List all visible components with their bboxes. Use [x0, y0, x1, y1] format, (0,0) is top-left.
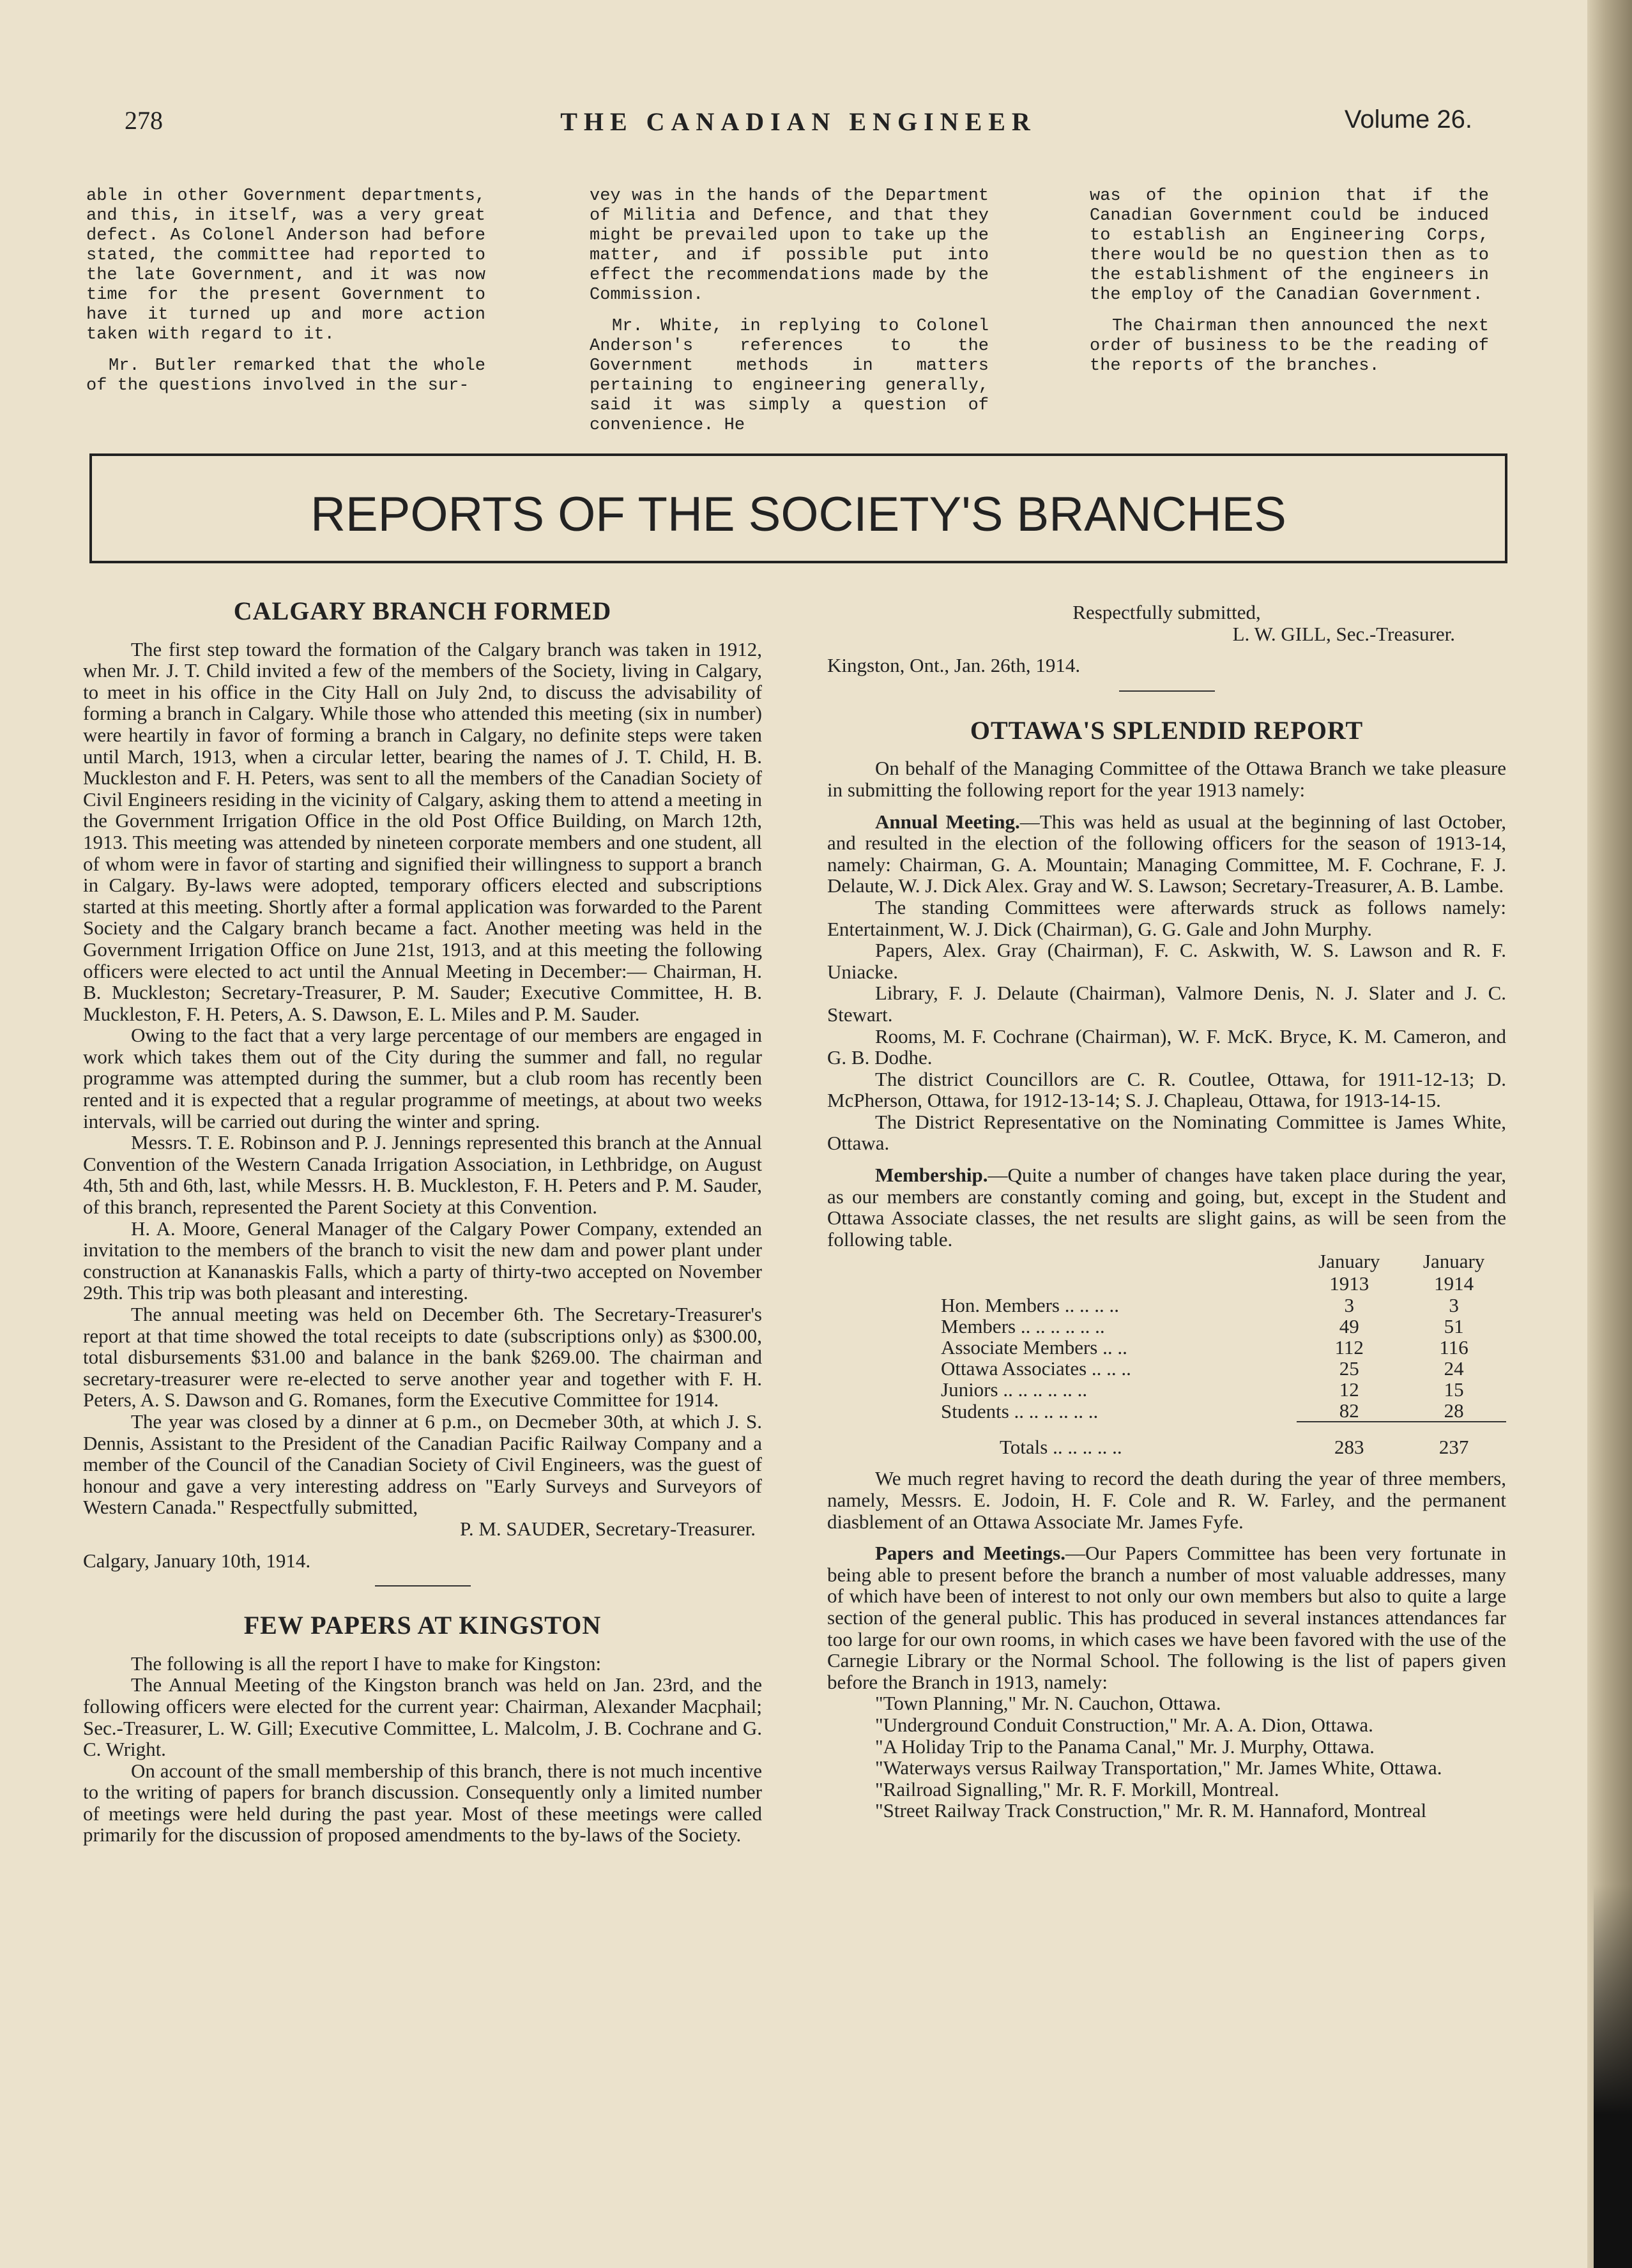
paragraph: was of the opinion that if the Canadian Government could be induced to establish an Engineering Corps, there would be no question then as to the establishment of the engineers in the employ of the Canadian Government.	[1090, 186, 1489, 305]
table-header-row	[936, 1272, 1506, 1295]
cell-1914: 24	[1444, 1357, 1464, 1380]
column-month: January	[1422, 1250, 1485, 1273]
table-row	[936, 1295, 1506, 1316]
paper-item: "Waterways versus Railway Transportation," Mr. James White, Ottawa.	[875, 1756, 1442, 1779]
paragraph: The Annual Meeting of the Kingston branch was held on Jan. 23rd, and the following officers were elected for the current year: Chairman, Alexander Macphail; Sec.-Treasurer, L. W. Gill; Executive Committee, L. Malcolm, J. B. Cochrane and G. C. Wright.	[83, 1673, 762, 1761]
row-label: Ottawa Associates .. .. ..	[941, 1357, 1131, 1380]
section-banner	[89, 453, 1507, 563]
paragraph: Mr. White, in replying to Colonel Anderson's references to the Government methods in matters pertaining to engineering generally, said it was simply a question of convenience. He	[590, 317, 989, 435]
column-year-1914: 1914	[1434, 1272, 1474, 1295]
top-column-1	[86, 186, 485, 396]
ottawa-heading: OTTAWA'S SPLENDID REPORT	[970, 715, 1364, 745]
total-1913: 283	[1334, 1436, 1364, 1459]
table-row	[936, 1400, 1506, 1422]
annual-meeting-paragraph	[827, 811, 1506, 897]
paragraph: Mr. Butler remarked that the whole of the questions involved in the sur-	[86, 356, 485, 395]
row-label: Hon. Members .. .. .. ..	[941, 1294, 1119, 1317]
total-1914: 237	[1438, 1436, 1469, 1459]
paragraph: The district Councillors are C. R. Coutlee, Ottawa, for 1911-12-13; D. McPherson, Ottawa, for 1912-13-14; S. J. Chapleau, Ottawa, for 1913-14-15.	[827, 1067, 1506, 1112]
cell-1913: 12	[1339, 1378, 1359, 1401]
cell-1913: 3	[1344, 1294, 1354, 1317]
column-year-1913: 1913	[1329, 1272, 1369, 1295]
membership-table	[936, 1250, 1506, 1457]
paragraph: The year was closed by a dinner at 6 p.m., on Decmeber 30th, at which J. S. Dennis, Assistant to the President of the Canadian Pacific Railway Company and a member of the Council of the Canadian Society of Civil Engineers, was the guest of honour and gave a very interesting address on "Early Surveys and Surveyors of Western Canada." Respectfully submitted,	[83, 1410, 762, 1519]
binding-dark-corner	[1594, 1885, 1632, 2268]
papers-text: —Our Papers Committee has been very fortunate in being able to present before the branch a number of most valuable addresses, many of which have been of interest to not only our own members but also to quite a large section of the general public. This has produced in several instances attendances far too large for our own rooms, in which cases we have been favored with the use of the Carnegie Library or the Normal School. The following is the list of papers given before the Branch in 1913, namely:	[827, 1542, 1507, 1693]
totals-label: Totals .. .. .. .. ..	[1000, 1435, 1122, 1458]
section-divider	[375, 1585, 471, 1587]
membership-text: —Quite a number of changes have taken place during the year, as our members are constantly coming and going, but, except in the Student and Ottawa Associate classes, the net results are slight gains, as will be seen from the following table.	[827, 1164, 1506, 1251]
running-header	[125, 105, 1472, 144]
row-label: Juniors .. .. .. .. .. ..	[941, 1378, 1088, 1401]
cell-1913: 49	[1339, 1315, 1359, 1338]
paragraph: On account of the small membership of this branch, there is not much incentive to the writing of papers for branch discussion. Consequently only a limited number of meetings were held during the past year. Most of these meetings were called primarily for the discussion of proposed amendments to the by-laws of the Society.	[83, 1759, 762, 1846]
table-row	[936, 1316, 1506, 1337]
table-header-row	[936, 1250, 1506, 1272]
cell-1914: 116	[1439, 1336, 1468, 1359]
paper-item: "Railroad Signalling," Mr. R. F. Morkill, Montreal.	[875, 1777, 1279, 1800]
paragraph: The annual meeting was held on December 6th. The Secretary-Treasurer's report at that time showed the total receipts to date (subscriptions only) as $300.00, total disbursements $31.00 and balance in the bank $269.00. The chairman and secretary-treasurer were re-elected to serve another year and together with F. H. Peters, A. S. Dawson and G. Romanes, form the Executive Committee for 1914.	[83, 1303, 762, 1412]
table-row	[936, 1358, 1506, 1379]
paragraph: Papers, Alex. Gray (Chairman), F. C. Askwith, W. S. Lawson and R. F. Uniacke.	[827, 939, 1506, 983]
kingston-signature: L. W. GILL, Sec.-Treasurer.	[1232, 622, 1455, 645]
section-divider	[1119, 690, 1215, 692]
row-label: Students .. .. .. .. .. ..	[941, 1399, 1099, 1422]
paragraph: The District Representative on the Nominating Committee is James White, Ottawa.	[827, 1110, 1506, 1155]
paper-item: "Street Railway Track Construction," Mr. R. M. Hannaford, Montreal	[875, 1799, 1427, 1822]
paragraph: H. A. Moore, General Manager of the Calgary Power Company, extended an invitation to the members of the branch to visit the new dam and power plant under construction at Kananaskis Falls, which a party of thirty-two accepted on November 29th. This trip was both pleasant and interesting.	[83, 1217, 762, 1304]
calgary-heading: CALGARY BRANCH FORMED	[233, 597, 612, 625]
table-totals-row	[936, 1422, 1506, 1457]
top-column-2	[590, 186, 989, 436]
paragraph: able in other Government departments, and this, in itself, was a very great defect. As Colonel Anderson had before stated, the committee had reported to the late Government, and it was now time for the present Government to have it turned up and more action taken with regard to it.	[86, 186, 485, 344]
left-column	[83, 597, 762, 1846]
paragraph: Owing to the fact that a very large percentage of our members are engaged in work which takes them out of the City during the summer and fall, no regular programme was attempted during the summer, but a club room has recently been rented and it is expected that a regular programme of meetings, at about two weeks intervals, will be carried out during the winter and spring.	[83, 1024, 762, 1132]
paragraph: The first step toward the formation of the Calgary branch was taken in 1912, when Mr. J. T. Child invited a few of the members of the Society, living in Calgary, to meet in his office in the City Hall on July 2nd, to discuss the advisability of forming a branch in Calgary. While those who attended this meeting (six in number) were heartily in favor of forming a branch in Calgary, no definite steps were taken until March, 1913, when a circular letter, bearing the names of J. T. Child, H. B. Muckleston and F. H. Peters, was sent to all the members of the Canadian Society of Civil Engineers residing in the vicinity of Calgary, asking them to attend a meeting in the Government Irrigation Office in the old Post Office Building, on March 12th, 1913. This meeting was attended by nineteen corporate members and one student, all of whom were in favor of starting and signified their willingness to support a branch in Calgary. By-laws were adopted, temporary officers elected and subscriptions started at this meeting. Shortly after a formal application was forwarded to the Parent Society and the Calgary branch became a fact. Another meeting was held in the Government Irrigation Office on June 21st, 1913, and at this meeting the following officers were elected to act until the Annual Meeting in December:— Chairman, H. B. Muckleston; Secretary-Treasurer, P. M. Sauder; Executive Committee, H. B. Muckleston, F. H. Peters, A. S. Dawson, E. L. Miles and P. M. Sauder.	[83, 637, 762, 1025]
calgary-signature: P. M. SAUDER, Secretary-Treasurer.	[460, 1517, 756, 1540]
section-title: REPORTS OF THE SOCIETY'S BRANCHES	[310, 487, 1286, 542]
calgary-dateline: Calgary, January 10th, 1914.	[83, 1549, 311, 1572]
annual-meeting-text: —This was held as usual at the beginning of last October, and resulted in the election of the following officers for the season of 1913-14, namely: Chairman, G. A. Mountain; Managing Committee, M. F. Cochrane, F. J. Delaute, W. J. Dick Alex. Gray and W. S. Lawson; Secretary-Treasurer, A. B. Lambe.	[827, 810, 1506, 897]
papers-label: Papers and Meetings.	[875, 1542, 1065, 1565]
cell-1914: 28	[1401, 1400, 1506, 1422]
paragraph: Library, F. J. Delaute (Chairman), Valmore Denis, N. J. Slater and J. C. Stewart.	[827, 982, 1506, 1026]
cell-1914: 51	[1444, 1315, 1464, 1338]
membership-paragraph	[827, 1164, 1506, 1250]
kingston-heading: FEW PAPERS AT KINGSTON	[243, 1611, 602, 1640]
paragraph: vey was in the hands of the Department of Militia and Defence, and that they might be prevailed upon to take up the matter, and if possible put into effect the recommendations made by the Commission.	[590, 186, 989, 305]
volume-number: Volume 26.	[1344, 105, 1472, 133]
paragraph: The Chairman then announced the next order of business to be the reading of the reports of the branches.	[1090, 317, 1489, 376]
table-row	[936, 1337, 1506, 1358]
column-month: January	[1318, 1250, 1380, 1273]
paragraph: Messrs. T. E. Robinson and P. J. Jennings represented this branch at the Annual Convention of the Western Canada Irrigation Association, in Lethbridge, on August 4th, 5th and 6th, last, while Messrs. H. B. Muckleston, F. H. Peters and P. M. Sauder, of this branch, represented the Parent Society at this Convention.	[83, 1131, 762, 1219]
paper-item: "Town Planning," Mr. N. Cauchon, Ottawa.	[875, 1692, 1221, 1715]
membership-label: Membership.	[875, 1164, 988, 1187]
paragraph: We much regret having to record the death during the year of three members, namely, Messrs. E. Jodoin, H. F. Cole and R. W. Farley, and the permanent diasblement of an Ottawa Associate Mr. James Fyfe.	[827, 1467, 1506, 1533]
page-number: 278	[125, 106, 163, 135]
papers-paragraph	[827, 1542, 1506, 1693]
row-label: Members .. .. .. .. .. ..	[941, 1315, 1105, 1338]
journal-title: THE CANADIAN ENGINEER	[560, 107, 1037, 136]
row-label: Associate Members .. ..	[941, 1336, 1127, 1359]
paragraph: The standing Committees were afterwards struck as follows namely: Entertainment, W. J. Dick (Chairman), G. G. Gale and John Murphy.	[827, 895, 1506, 940]
paper-item: "A Holiday Trip to the Panama Canal," Mr. J. Murphy, Ottawa.	[875, 1735, 1375, 1758]
right-column	[827, 602, 1506, 1822]
paper-item: "Underground Conduit Construction," Mr. A. A. Dion, Ottawa.	[875, 1713, 1373, 1736]
top-column-3	[1090, 186, 1489, 376]
cell-1913: 82	[1297, 1400, 1401, 1422]
cell-1914: 15	[1444, 1378, 1464, 1401]
annual-meeting-label: Annual Meeting.	[875, 810, 1020, 833]
paragraph: On behalf of the Managing Committee of the Ottawa Branch we take pleasure in submitting the following report for the year 1913 namely:	[827, 757, 1506, 801]
paragraph: Rooms, M. F. Cochrane (Chairman), W. F. McK. Bryce, K. M. Cameron, and G. B. Dodhe.	[827, 1024, 1506, 1069]
kingston-closing: Respectfully submitted,	[1072, 601, 1261, 623]
cell-1913: 25	[1339, 1357, 1359, 1380]
kingston-dateline: Kingston, Ont., Jan. 26th, 1914.	[827, 654, 1081, 677]
paragraph: The following is all the report I have to make for Kingston:	[131, 1652, 602, 1675]
table-row	[936, 1379, 1506, 1400]
cell-1913: 112	[1334, 1336, 1364, 1359]
cell-1914: 3	[1449, 1294, 1459, 1317]
